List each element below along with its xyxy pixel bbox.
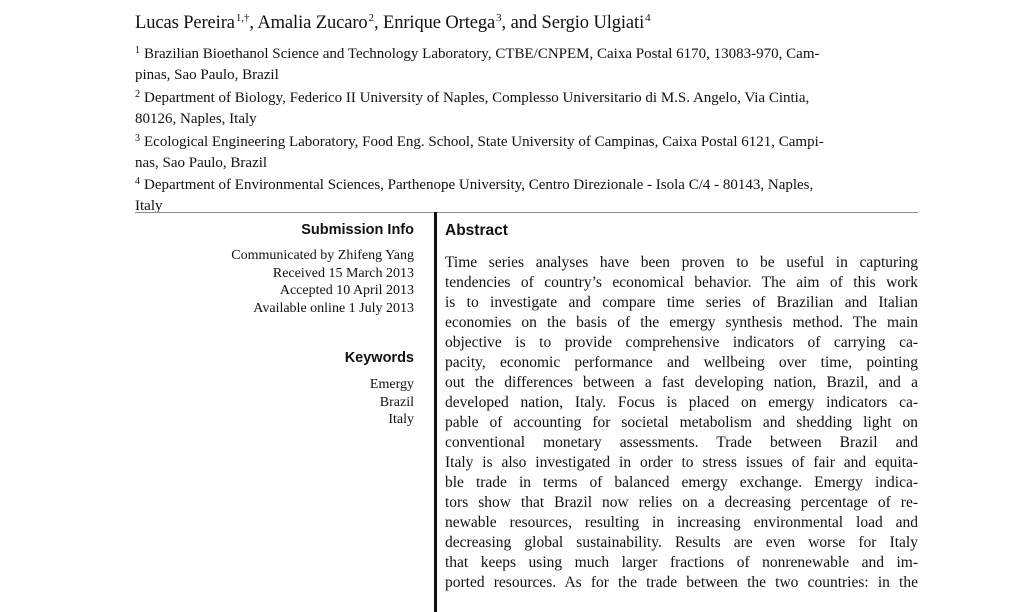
abstract-line: conventional monetary assessments. Trade between Brazil and — [445, 434, 918, 451]
affiliation — [135, 128, 905, 174]
author-affiliation-mark: 2 — [368, 12, 374, 24]
affiliation-text: Department of Biology, Federico II University of Naples, Complesso Universitario di M.S. Angelo, Via Cintia, — [144, 90, 810, 106]
affiliation — [135, 40, 905, 86]
abstract-line: tors show that Brazil now relies on a decreasing percentage of re- — [445, 494, 918, 511]
author-name: Sergio Ulgiati — [541, 13, 645, 33]
affiliation-text: Ecological Engineering Laboratory, Food Eng. School, State University of Campinas, Caixa Postal 6121, Campi- — [144, 134, 824, 150]
abstract-line: ported resources. As for the trade between the two countries: in the — [445, 574, 918, 591]
affiliation-text: Department of Environmental Sciences, Parthenope University, Centro Direzionale - Isola C/4 - 80143, Naples, — [144, 177, 814, 193]
affiliation-text: 80126, Naples, Italy — [135, 111, 257, 127]
keywords — [135, 350, 414, 429]
abstract-line: Time series analyses have been proven to be useful in capturing — [445, 254, 918, 271]
affiliation — [135, 171, 905, 217]
affiliation-number: 4 — [135, 176, 140, 187]
abstract-line: decreasing global sustainability. Results are even worse for Italy — [445, 534, 918, 551]
author-name: Enrique Ortega — [383, 13, 496, 33]
submission-info-line: Received 15 March 2013 — [272, 265, 414, 281]
submission-info-line: Communicated by Zhifeng Yang — [231, 248, 414, 263]
keyword-item: Brazil — [379, 394, 414, 410]
keyword-item: Italy — [388, 412, 414, 427]
submission-info — [135, 222, 414, 317]
abstract-line: newable resources, resulting in increasing environmental load and — [445, 514, 918, 531]
affiliation-number: 2 — [135, 89, 140, 100]
abstract-line: ble trade in terms of balanced emergy exchange. Emergy indica- — [445, 474, 918, 491]
abstract-line: objective is to provide comprehensive indicators of carrying ca- — [445, 334, 918, 351]
affiliation-text: Brazilian Bioethanol Science and Technology Laboratory, CTBE/CNPEM, Caixa Postal 6170, 13083-970, Cam- — [144, 46, 820, 62]
keywords-heading: Keywords — [344, 350, 414, 366]
author-name: Amalia Zucaro — [257, 13, 368, 33]
submission-info-line: Accepted 10 April 2013 — [279, 283, 414, 298]
abstract-line: pacity, economic performance and wellbeing over time, pointing — [445, 354, 918, 371]
column-divider — [434, 212, 437, 612]
header-divider — [135, 212, 918, 213]
abstract-line: out the differences between a fast developing nation, Brazil, and a — [445, 374, 918, 391]
abstract-line: economies on the basis of the emergy synthesis method. The main — [445, 314, 918, 331]
author-list — [135, 12, 651, 34]
submission-info-heading: Submission Info — [301, 222, 414, 238]
affiliation-number: 1 — [135, 45, 140, 56]
author-affiliation-mark: 1,† — [235, 12, 250, 24]
affiliation-number: 3 — [135, 133, 140, 144]
affiliation-text: nas, Sao Paulo, Brazil — [135, 155, 268, 171]
abstract-line: is to investigate and compare time series of Brazilian and Italian — [445, 294, 918, 311]
author-separator: , — [249, 13, 258, 33]
author-name: Lucas Pereira — [135, 13, 235, 33]
abstract-line: pable of accounting for societal metabolism and shedding light on — [445, 414, 918, 431]
abstract-line: tendencies of country’s economical behavior. The aim of this work — [445, 274, 918, 291]
affiliation-text: pinas, Sao Paulo, Brazil — [135, 67, 279, 83]
abstract-heading: Abstract — [445, 222, 508, 239]
affiliation-text: Italy — [135, 198, 163, 214]
abstract-line: that keeps using much larger fractions of nonrenewable and im- — [445, 554, 918, 571]
affiliation — [135, 84, 905, 130]
abstract-line: Italy is also investigated in order to stress issues of fair and equita- — [445, 454, 918, 471]
author-affiliation-mark: 4 — [645, 12, 651, 24]
abstract-line: developed nation, Italy. Focus is placed on emergy indicators ca- — [445, 394, 918, 411]
author-separator: , — [373, 13, 384, 33]
author-separator: , and — [501, 13, 542, 33]
submission-info-line: Available online 1 July 2013 — [253, 300, 414, 316]
author-affiliation-mark: 3 — [496, 12, 502, 24]
keyword-item: Emergy — [369, 377, 414, 392]
